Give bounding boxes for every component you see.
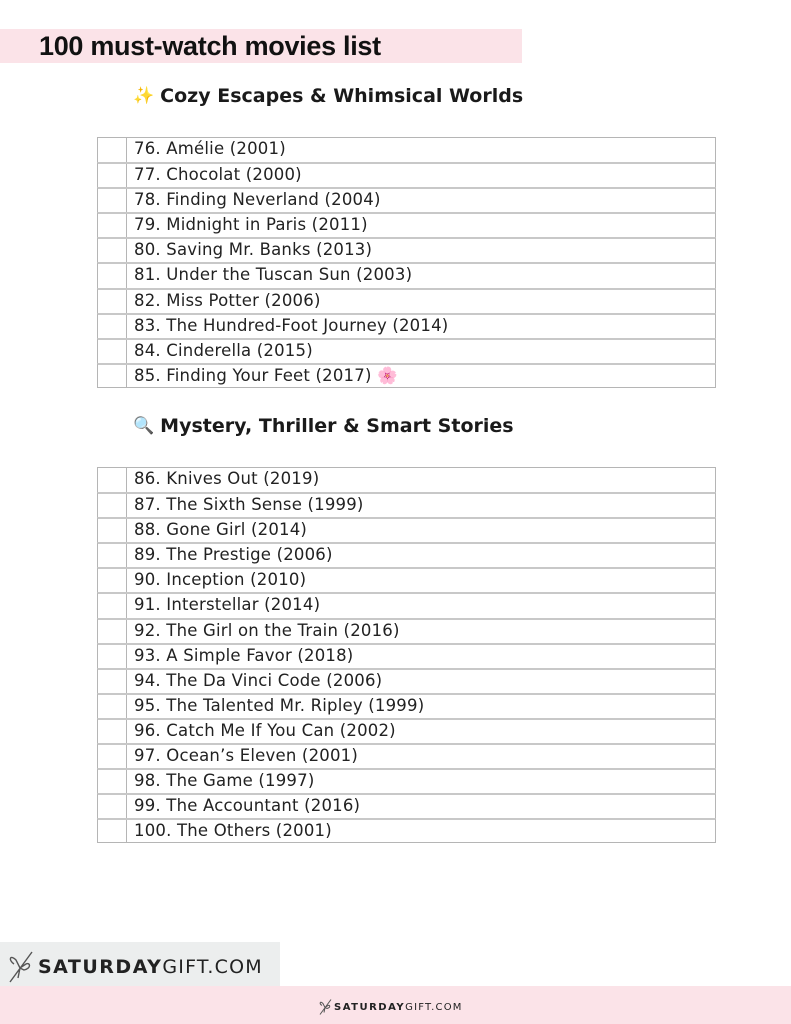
sparkles-icon: ✨ [133, 86, 155, 106]
movie-title: 78. Finding Neverland (2004) [134, 190, 381, 210]
table-row [97, 743, 716, 768]
table-row [97, 137, 716, 162]
checkbox-cell[interactable] [98, 670, 127, 693]
checkbox-cell[interactable] [98, 695, 127, 718]
movie-title: 94. The Da Vinci Code (2006) [134, 670, 383, 690]
movie-title: 79. Midnight in Paris (2011) [134, 215, 368, 235]
table-row [97, 212, 716, 237]
checkbox-cell[interactable] [98, 138, 127, 162]
table-row [97, 313, 716, 338]
movie-title: 86. Knives Out (2019) [134, 469, 320, 488]
checkbox-cell[interactable] [98, 468, 127, 492]
movie-title: 100. The Others (2001) [134, 821, 332, 841]
table-row [97, 567, 716, 592]
movie-title: 76. Amélie (2001) [134, 139, 286, 158]
checkbox-cell[interactable] [98, 745, 127, 768]
table-row [97, 288, 716, 313]
checkbox-cell[interactable] [98, 340, 127, 363]
movie-title: 92. The Girl on the Train (2016) [134, 620, 400, 640]
footer-brand-logo: SATURDAY GIFT.COM [318, 998, 463, 1016]
movie-title: 98. The Game (1997) [134, 771, 315, 791]
checkbox-cell[interactable] [98, 264, 127, 287]
table-row [97, 162, 716, 187]
checkbox-cell[interactable] [98, 189, 127, 212]
movie-title: 93. A Simple Favor (2018) [134, 645, 354, 665]
section-heading-cozy [133, 85, 523, 107]
movie-title: 82. Miss Potter (2006) [134, 290, 321, 310]
movie-title: 96. Catch Me If You Can (2002) [134, 720, 396, 740]
brand-logo: SATURDAY GIFT.COM [6, 950, 263, 984]
checkbox-cell[interactable] [98, 519, 127, 542]
section-title: Cozy Escapes & Whimsical Worlds [160, 85, 524, 107]
checkbox-cell[interactable] [98, 620, 127, 643]
table-row [97, 768, 716, 793]
checkbox-cell[interactable] [98, 544, 127, 567]
movie-title: 91. Interstellar (2014) [134, 595, 321, 615]
title-banner [0, 29, 522, 63]
movie-title: 77. Chocolat (2000) [134, 165, 302, 185]
table-row [97, 618, 716, 643]
ribbon-icon [318, 998, 334, 1016]
checkbox-cell[interactable] [98, 645, 127, 668]
movie-title: 95. The Talented Mr. Ripley (1999) [134, 695, 425, 715]
movie-title: 90. Inception (2010) [134, 570, 307, 590]
movie-title: 97. Ocean’s Eleven (2001) [134, 746, 358, 766]
checkbox-cell[interactable] [98, 770, 127, 793]
checkbox-cell[interactable] [98, 214, 127, 237]
checkbox-cell[interactable] [98, 795, 127, 818]
movie-title: 87. The Sixth Sense (1999) [134, 495, 364, 515]
checkbox-cell[interactable] [98, 569, 127, 592]
page-title: 100 must-watch movies list [39, 31, 381, 61]
table-row [97, 643, 716, 668]
checkbox-cell[interactable] [98, 365, 127, 387]
table-row [97, 693, 716, 718]
checkbox-cell[interactable] [98, 820, 127, 842]
table-row [97, 517, 716, 542]
section-title: Mystery, Thriller & Smart Stories [160, 415, 514, 437]
checkbox-cell[interactable] [98, 239, 127, 262]
movie-checklist-mystery [97, 467, 716, 843]
movie-title: 88. Gone Girl (2014) [134, 520, 308, 540]
movie-title: 85. Finding Your Feet (2017) 🌸 [134, 365, 398, 385]
table-row [97, 338, 716, 363]
ribbon-icon [6, 950, 38, 984]
movie-title: 99. The Accountant (2016) [134, 796, 361, 816]
table-row [97, 818, 716, 843]
table-row [97, 718, 716, 743]
table-row [97, 492, 716, 517]
checkbox-cell[interactable] [98, 290, 127, 313]
movie-checklist-cozy [97, 137, 716, 388]
table-row [97, 187, 716, 212]
magnifier-icon: 🔍 [133, 416, 155, 436]
table-row [97, 793, 716, 818]
section-heading-mystery [133, 415, 514, 437]
table-row [97, 262, 716, 287]
table-row [97, 668, 716, 693]
table-row [97, 363, 716, 388]
movie-title: 89. The Prestige (2006) [134, 545, 333, 565]
checkbox-cell[interactable] [98, 315, 127, 338]
movie-title: 84. Cinderella (2015) [134, 340, 313, 360]
checkbox-cell[interactable] [98, 594, 127, 617]
movie-title: 80. Saving Mr. Banks (2013) [134, 240, 373, 260]
table-row [97, 467, 716, 492]
table-row [97, 542, 716, 567]
checkbox-cell[interactable] [98, 494, 127, 517]
checkbox-cell[interactable] [98, 164, 127, 187]
table-row [97, 592, 716, 617]
checkbox-cell[interactable] [98, 720, 127, 743]
table-row [97, 237, 716, 262]
movie-title: 83. The Hundred-Foot Journey (2014) [134, 315, 449, 335]
movie-title: 81. Under the Tuscan Sun (2003) [134, 265, 413, 285]
